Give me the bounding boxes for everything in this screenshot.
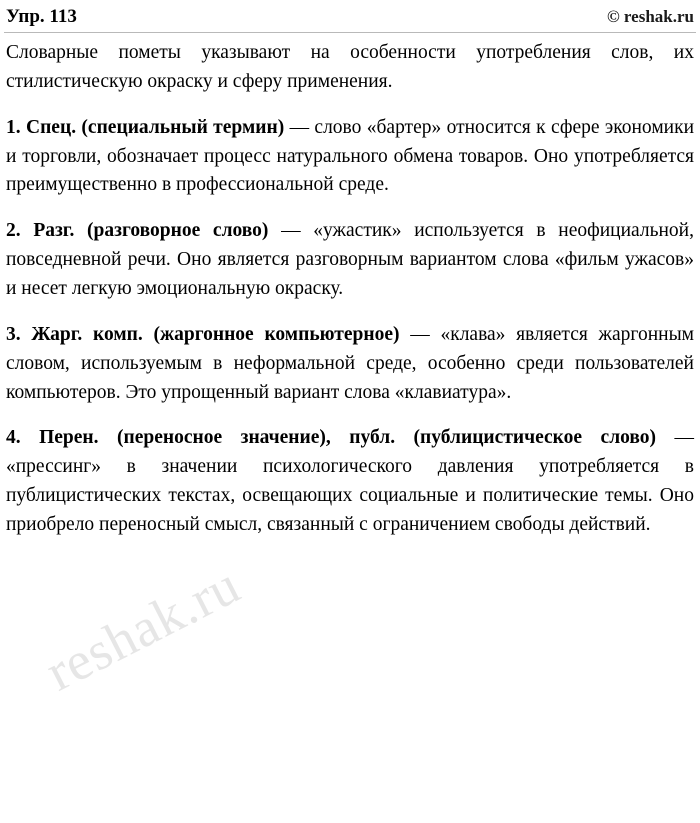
copyright-notice: © reshak.ru (606, 7, 694, 26)
item-text: — «ужастик» используется в неофициальной, повседневной речи. Оно является разговорным вариантом слова «фильм ужасов» и несет легкую эмоциональную окраску. (6, 220, 694, 300)
item-text: — «прессинг» в значении психологического давления употребляется в публицистических текстах, освещающих социальные и политические темы. Оно приобрело переносный смысл, связанный с ограничением свободы действий. (6, 427, 695, 536)
item-lead-label: 3. Жарг. комп. (жаргонное компьютерное) (6, 323, 400, 345)
list-item (6, 217, 694, 304)
item-lead-label: 2. Разг. (разговорное слово) (6, 220, 269, 242)
site-watermark: reshak.ru (36, 554, 250, 703)
item-lead-label: 4. Перен. (переносное значение), публ. (публицистическое слово) (6, 427, 657, 449)
list-item (6, 114, 694, 201)
list-item (6, 321, 694, 408)
intro-paragraph: Словарные пометы указывают на особенности употребления слов, их стилистическую окраску и сферу применения. (6, 42, 694, 92)
item-text: — «клава» является жаргонным словом, используемым в неформальной среде, особенно среди пользователей компьютеров. Это упрощенный вариант слова «клавиатура». (6, 323, 695, 403)
page-header (4, 6, 696, 32)
list-item (6, 424, 694, 539)
exercise-title: Упр. 113 (6, 6, 77, 27)
item-lead-label: 1. Спец. (специальный термин) (6, 116, 285, 138)
item-text: — слово «бартер» относится к сфере экономики и торговли, обозначает процесс натурального обмена товаров. Оно употребляется преимущественно в профессиональной среде. (6, 116, 694, 196)
header-divider (4, 32, 696, 33)
answer-body (4, 39, 696, 540)
